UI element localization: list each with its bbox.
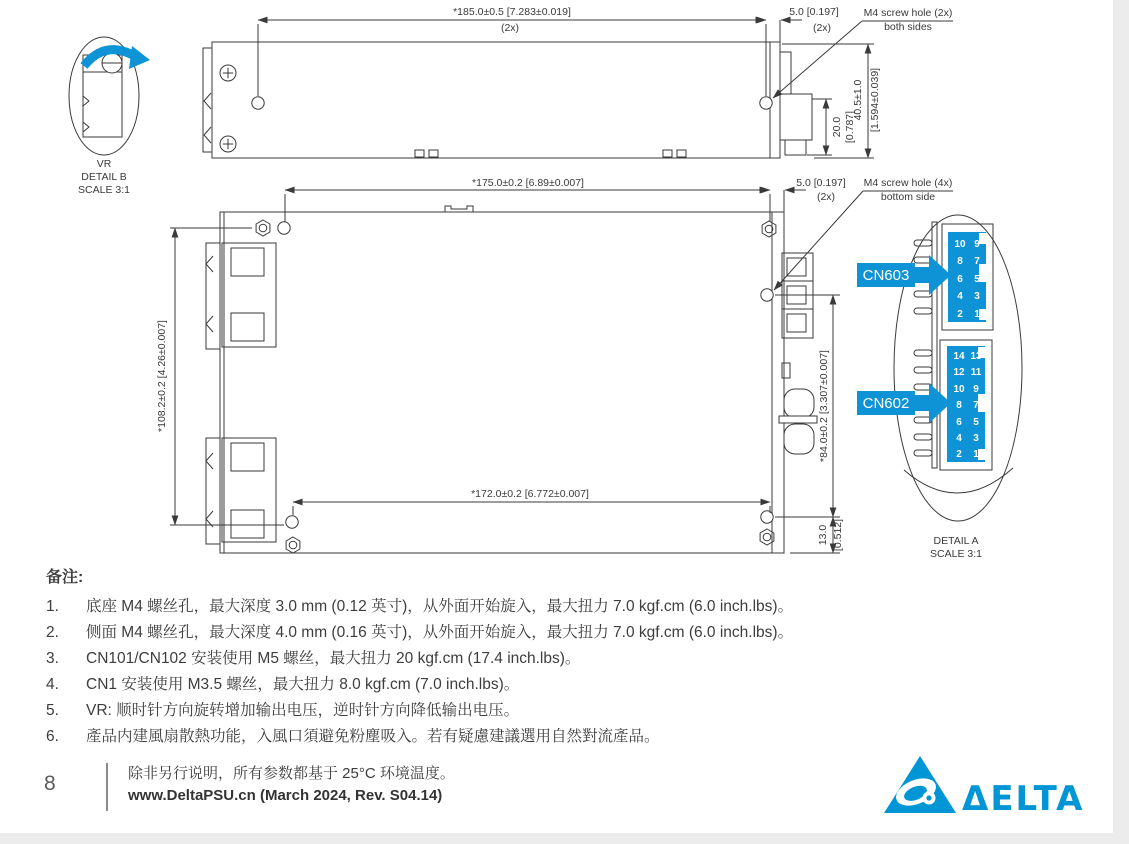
pin-number: 5 <box>974 274 980 285</box>
cn603-arrow-icon <box>915 255 951 295</box>
dim-width-175: *175.0±0.2 [6.89±0.007] <box>472 177 584 189</box>
hex-stud <box>286 537 300 553</box>
pin-number: 13 <box>970 351 982 362</box>
dim-width-172: *172.0±0.2 [6.772±0.007] <box>471 488 589 500</box>
pin-number: 9 <box>974 239 980 250</box>
dim-width-185: *185.0±0.5 [7.283±0.019] <box>453 6 571 18</box>
vr-detail-b <box>69 37 150 196</box>
pin-number: 2 <box>957 309 963 320</box>
pin-number: 4 <box>957 291 963 302</box>
dim-edge-13-mm: 13.0 <box>817 524 829 546</box>
cn603-label-text: CN603 <box>862 267 910 284</box>
note-item <box>46 646 1086 672</box>
note-item <box>46 724 1086 750</box>
dim-height-84: *84.0±0.2 [3.307±0.007] <box>818 350 830 462</box>
hex-stud <box>256 220 270 236</box>
cn102-connector <box>222 438 276 542</box>
pin-number: 2 <box>956 449 962 460</box>
side-view <box>203 6 953 158</box>
footer-divider <box>106 763 108 811</box>
page-edge-bottom <box>0 833 1129 844</box>
note-item <box>46 594 1086 620</box>
pin-number: 4 <box>956 433 962 444</box>
pin-number: 14 <box>953 351 965 362</box>
m4-callout-line1: M4 screw hole (2x) <box>863 7 953 19</box>
note-text: 底座 M4 螺丝孔，最大深度 3.0 mm (0.12 英寸)，从外面开始旋入，最大扭力 7.0 kgf.cm (6.0 inch.lbs)。 <box>86 598 794 615</box>
cn603-connector <box>942 224 993 330</box>
detail-b-scale: SCALE 3:1 <box>78 184 130 196</box>
dim-edge-13-in: [0.512] <box>832 518 844 552</box>
dim-offset-5-bottom-qty: (2x) <box>816 191 836 203</box>
note-number: 1. <box>46 598 59 615</box>
bottom-view <box>156 177 953 553</box>
footer-website[interactable]: www.DeltaPSU.cn (March 2024, Rev. S04.14) <box>128 787 443 804</box>
cn602-label-text: CN602 <box>862 395 910 412</box>
pin-number: 3 <box>974 291 980 302</box>
page-number: 8 <box>44 772 56 795</box>
pin-number: 7 <box>974 256 980 267</box>
note-text: VR: 顺时针方向旋转增加输出电压，逆时针方向降低输出电压。 <box>86 702 520 719</box>
delta-wordmark: ΔELTA <box>962 779 1085 819</box>
detail-b-label: DETAIL B <box>81 171 127 183</box>
m4-callout-4x-line1: M4 screw hole (4x) <box>863 177 953 189</box>
m4-screw-hole <box>761 289 773 301</box>
pin-number: 6 <box>956 417 962 428</box>
note-number: 5. <box>46 702 59 719</box>
right-round-connectors <box>779 389 817 454</box>
note-text: 侧面 M4 螺丝孔，最大深度 4.0 mm (0.16 英寸)，从外面开始旋入，最大扭力 7.0 kgf.cm (6.0 inch.lbs)。 <box>86 624 794 641</box>
delta-logo <box>878 752 1093 837</box>
vr-label: VR <box>96 158 112 170</box>
pin-number: 9 <box>973 384 979 395</box>
footer-text <box>128 762 455 804</box>
note-item <box>46 620 1086 646</box>
pin-number: 5 <box>973 417 979 428</box>
pin-number: 7 <box>973 400 979 411</box>
note-item <box>46 698 1086 724</box>
pin-number: 3 <box>973 433 979 444</box>
note-item <box>46 672 1086 698</box>
m4-screw-hole <box>252 97 264 109</box>
delta-triangle-icon <box>884 756 956 813</box>
notes-section <box>46 564 1086 750</box>
pin-number: 12 <box>953 367 965 378</box>
m4-screw-hole <box>286 516 298 528</box>
note-number: 2. <box>46 624 59 641</box>
dim-tab-in: [0.787] <box>844 110 856 144</box>
dim-height-in: [1.594±0.039] <box>869 67 881 133</box>
note-text: CN1 安装使用 M3.5 螺丝，最大扭力 8.0 kgf.cm (7.0 inch.lbs)。 <box>86 676 520 693</box>
hex-stud <box>762 221 776 237</box>
notes-title: 备注: <box>46 569 84 586</box>
pin-number: 6 <box>957 274 963 285</box>
dim-tab-mm: 20.0 <box>831 116 843 138</box>
m4-callout-4x-line2: bottom side <box>880 191 936 203</box>
dim-offset-5: 5.0 [0.197] <box>789 6 839 18</box>
note-number: 3. <box>46 650 59 667</box>
pin-number: 10 <box>953 384 965 395</box>
pin-number: 1 <box>974 309 980 320</box>
detail-a <box>857 215 1022 560</box>
page-edge-right <box>1113 0 1129 844</box>
dim-height-mm: 40.5±1.0 <box>852 79 864 121</box>
dim-width-185-qty: (2x) <box>500 22 520 34</box>
note-text: 產品内建風扇散熱功能，入風口須避免粉塵吸入。若有疑慮建議選用自然對流產品。 <box>86 728 660 745</box>
footer-note: 除非另行说明，所有参数都基于 25°C 环境温度。 <box>128 765 455 782</box>
pin-number: 8 <box>957 256 963 267</box>
dim-height-108: *108.2±0.2 [4.26±0.007] <box>156 320 168 432</box>
m4-screw-hole <box>760 97 772 109</box>
note-text: CN101/CN102 安装使用 M5 螺丝，最大扭力 20 kgf.cm (17.4 inch.lbs)。 <box>86 650 581 667</box>
phillips-screw <box>220 136 236 152</box>
m4-callout-line2: both sides <box>884 21 932 33</box>
pin-number: 10 <box>954 239 966 250</box>
note-number: 6. <box>46 728 59 745</box>
note-number: 4. <box>46 676 59 693</box>
phillips-screw <box>220 65 236 81</box>
dim-offset-5-qty: (2x) <box>812 22 832 34</box>
cn101-connector <box>222 243 276 347</box>
m4-screw-hole <box>761 511 773 523</box>
pin-number: 8 <box>956 400 962 411</box>
pin-number: 1 <box>973 449 979 460</box>
detail-a-scale: SCALE 3:1 <box>930 548 982 560</box>
detail-a-label: DETAIL A <box>933 535 979 547</box>
m4-screw-hole <box>278 222 290 234</box>
dim-offset-5-bottom: 5.0 [0.197] <box>796 177 846 189</box>
notes-list <box>46 594 1086 750</box>
pin-number: 11 <box>970 367 982 378</box>
